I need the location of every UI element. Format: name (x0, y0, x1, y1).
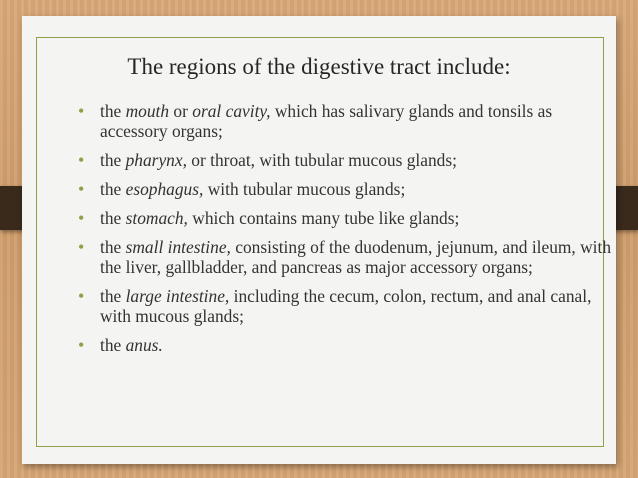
list-item: • the mouth or oral cavity, which has salivary glands and tonsils as accessory organs; (78, 101, 553, 141)
bullet-icon: • (78, 179, 85, 199)
list-item: • the small intestine, consisting of the duodenum, jejunum, and ileum, with the liver, gallbladder, and pancreas as major accessory organs; (78, 237, 612, 277)
bullet-icon: • (78, 208, 85, 228)
list-item: • the stomach, which contains many tube like glands; (78, 208, 460, 228)
bullet-icon: • (78, 101, 85, 121)
bullet-icon: • (78, 286, 85, 306)
list-item: • the esophagus, with tubular mucous glands; (78, 179, 406, 199)
bullet-icon: • (78, 150, 85, 170)
bullet-icon: • (78, 237, 85, 257)
list-item: • the pharynx, or throat, with tubular mucous glands; (78, 150, 457, 170)
bullet-list (66, 101, 621, 364)
slide-title: The regions of the digestive tract include: (127, 54, 511, 79)
list-item: • the anus. (78, 335, 163, 355)
bullet-icon: • (78, 335, 85, 355)
list-item: • the large intestine, including the cecum, colon, rectum, and anal canal, with mucous glands; (78, 286, 592, 326)
slide-panel (22, 16, 616, 464)
